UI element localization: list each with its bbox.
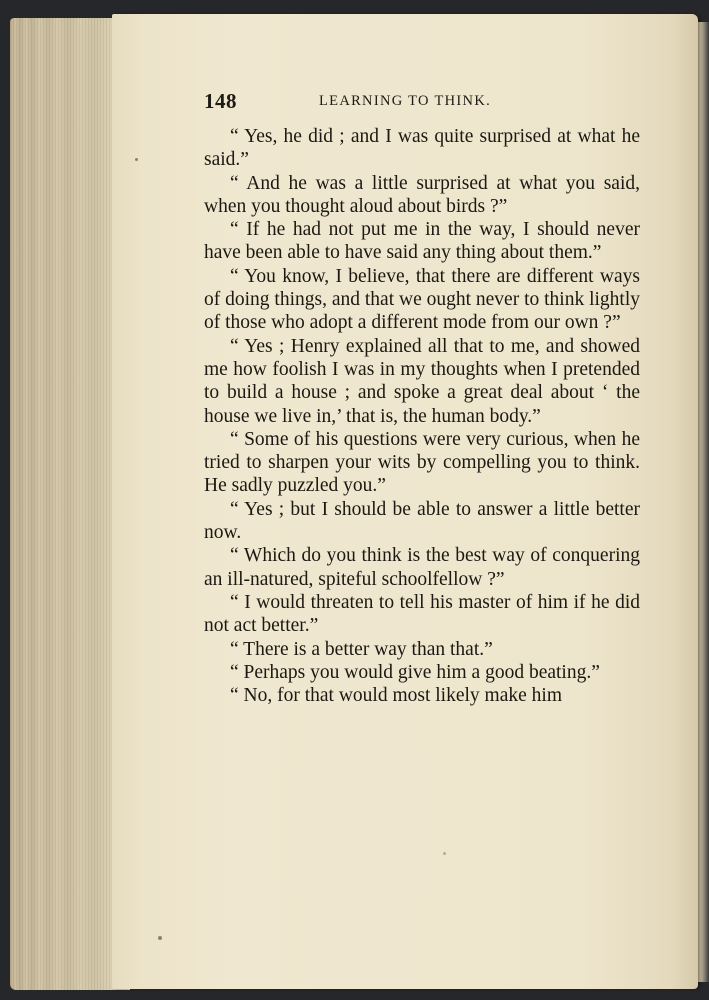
paragraph: “ Yes ; but I should be able to answer a little better now. xyxy=(204,498,640,544)
body-text xyxy=(204,125,640,707)
paragraph: “ Some of his questions were very curious, when he tried to sharpen your wits by compelling you to think. He sadly puzzled you.” xyxy=(204,428,640,497)
paragraph: “ If he had not put me in the way, I should never have been able to have said any thing about them.” xyxy=(204,219,640,264)
page-number: 148 xyxy=(204,89,237,113)
ink-speck xyxy=(443,852,446,855)
paragraph: “ I would threaten to tell his master of him if he did not act better.” xyxy=(204,591,640,637)
paragraph: “ There is a better way than that.” xyxy=(230,638,493,660)
running-header xyxy=(204,89,644,115)
paragraph: “ Which do you think is the best way of conquering an ill-natured, spiteful schoolfellow ?” xyxy=(204,545,640,590)
paragraph: “ You know, I believe, that there are different ways of doing things, and that we ought never to think lightly of those who adopt a different mode from our own ?” xyxy=(204,265,640,334)
ink-speck xyxy=(158,936,162,940)
ink-speck xyxy=(135,158,138,161)
paragraph: “ Yes ; Henry explained all that to me, and showed me how foolish I was in my thoughts when I pretended to build a house ; and spoke a great deal about ‘ the house we live in,’ that is, the human body.” xyxy=(204,335,640,427)
page-header-title: LEARNING TO THINK. xyxy=(319,93,492,109)
paragraph: “ And he was a little surprised at what you said, when you thought aloud about birds ?” xyxy=(204,172,640,217)
paragraph: “ Yes, he did ; and I was quite surprised at what he said.” xyxy=(204,126,640,171)
paragraph: “ Perhaps you would give him a good beating.” xyxy=(230,661,600,683)
paragraph: “ No, for that would most likely make him xyxy=(230,685,562,707)
